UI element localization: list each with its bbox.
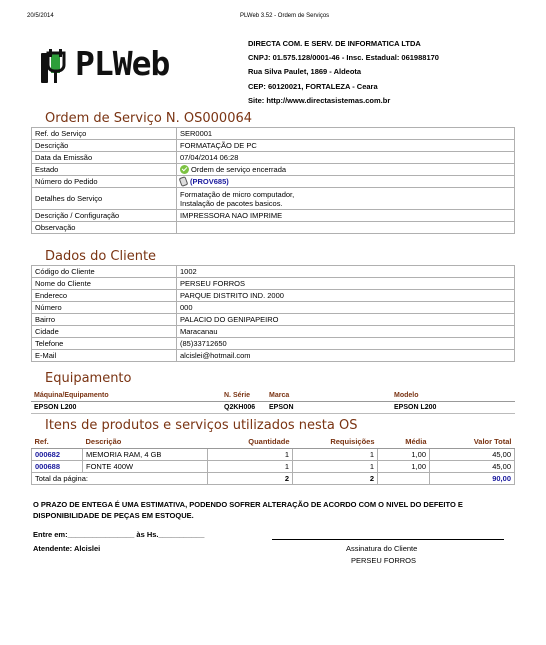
row-label: Ref. do Serviço: [32, 128, 177, 140]
col-header: N. Série: [221, 390, 266, 401]
col-header: Marca: [266, 390, 391, 401]
total-label: Total da página:: [32, 472, 208, 484]
row-value: SER0001: [177, 128, 515, 140]
cell: EPSON L200: [391, 401, 515, 413]
table-row: [32, 140, 515, 152]
table-row: [32, 278, 515, 290]
client-table: [31, 265, 515, 362]
cell: 1,00: [378, 448, 430, 460]
table-row: [32, 152, 515, 164]
total-req: 2: [293, 472, 378, 484]
table-row: [32, 338, 515, 350]
col-header: Requisições: [293, 436, 378, 448]
row-value: [177, 222, 515, 234]
item-ref-link[interactable]: 000688: [32, 460, 83, 472]
company-logo: [38, 45, 203, 87]
entry-date-line: Entre em:________________ às Hs.___________: [33, 530, 205, 539]
table-header-row: [31, 390, 515, 401]
row-value: 000: [177, 302, 515, 314]
row-value: Maracanau: [177, 326, 515, 338]
total-row: [32, 472, 515, 484]
row-label: Telefone: [32, 338, 177, 350]
cell: Q2KH006: [221, 401, 266, 413]
col-header: Média: [378, 436, 430, 448]
cell: 1: [293, 460, 378, 472]
logo-wordmark: PLWeb: [75, 44, 170, 83]
row-label: Nome do Cliente: [32, 278, 177, 290]
items-title: Itens de produtos e serviços utilizados nesta OS: [45, 418, 358, 433]
cell: 45,00: [430, 448, 515, 460]
cell: EPSON: [266, 401, 391, 413]
company-name: DIRECTA COM. E SERV. DE INFORMATICA LTDA: [248, 39, 421, 48]
cell: 1: [208, 460, 293, 472]
row-value: PERSEU FORROS: [177, 278, 515, 290]
row-label: Detalhes do Serviço: [32, 188, 177, 210]
row-label: Descrição / Configuração: [32, 210, 177, 222]
col-header: Descrição: [83, 436, 208, 448]
col-header: Modelo: [391, 390, 515, 401]
table-row: [32, 176, 515, 188]
tag-icon: [179, 176, 189, 187]
table-row: [32, 314, 515, 326]
cell: 45,00: [430, 460, 515, 472]
row-label: E-Mail: [32, 350, 177, 362]
cell: [378, 472, 430, 484]
table-row: [32, 302, 515, 314]
table-row: [32, 448, 515, 460]
row-value: [177, 176, 515, 188]
row-value: [177, 188, 515, 210]
signature-caption: Assinatura do Cliente: [346, 544, 418, 553]
order-table: [31, 127, 515, 234]
row-value: PARQUE DISTRITO IND. 2000: [177, 290, 515, 302]
table-row: [32, 460, 515, 472]
table-header-row: [32, 436, 515, 448]
row-label: Endereco: [32, 290, 177, 302]
col-header: Quantidade: [208, 436, 293, 448]
row-label: Estado: [32, 164, 177, 176]
row-value: [177, 164, 515, 176]
row-value: 1002: [177, 266, 515, 278]
row-value: IMPRESSORA NAO IMPRIME: [177, 210, 515, 222]
cell: EPSON L200: [31, 401, 221, 413]
print-date: 20/5/2014: [27, 13, 54, 19]
print-title: PLWeb 3.52 - Ordem de Serviços: [240, 13, 330, 19]
table-row: [32, 188, 515, 210]
equipment-title: Equipamento: [45, 371, 132, 386]
row-label: Número do Pedido: [32, 176, 177, 188]
order-number-link[interactable]: (PROV685): [190, 177, 229, 186]
total-value: 90,00: [430, 472, 515, 484]
col-header: Ref.: [32, 436, 83, 448]
table-row: [32, 290, 515, 302]
row-label: Código do Cliente: [32, 266, 177, 278]
cell: 1,00: [378, 460, 430, 472]
detail-line-2: Instalação de pacotes basicos.: [180, 198, 283, 208]
client-title: Dados do Cliente: [45, 249, 157, 264]
table-row: [32, 222, 515, 234]
company-site: Site: http://www.directasistemas.com.br: [248, 95, 391, 105]
cell: FONTE 400W: [83, 460, 208, 472]
cell: 1: [293, 448, 378, 460]
table-row: [32, 266, 515, 278]
print-header: [0, 11, 546, 23]
plug-icon: [38, 47, 72, 85]
row-label: Data da Emissão: [32, 152, 177, 164]
company-cep: CEP: 60120021, FORTALEZA - Ceara: [248, 81, 378, 91]
signature-line: [272, 539, 504, 540]
status-text: Ordem de serviço encerrada: [191, 165, 287, 174]
table-row: [31, 401, 515, 413]
item-ref-link[interactable]: 000682: [32, 448, 83, 460]
row-label: Bairro: [32, 314, 177, 326]
signature-name: PERSEU FORROS: [351, 556, 417, 565]
table-row: [32, 164, 515, 176]
row-label: Número: [32, 302, 177, 314]
delivery-notice: O PRAZO DE ENTEGA É UMA ESTIMATIVA, PODENDO SOFRER ALTERAÇÃO DE ACORDO COM O NIVEL DO DEFEITO E DISPONIBILIDADE DE PEÇAS EM ESTOQUE.: [33, 500, 463, 520]
table-row: [32, 128, 515, 140]
row-value: alcislei@hotmail.com: [177, 350, 515, 362]
row-value: (85)33712650: [177, 338, 515, 350]
check-circle-icon: [180, 165, 189, 174]
items-table: [31, 436, 515, 485]
col-header: Máquina/Equipamento: [31, 390, 221, 401]
attendant: Atendente: Alcislei: [33, 544, 101, 553]
col-header: Valor Total: [430, 436, 515, 448]
row-label: Cidade: [32, 326, 177, 338]
table-row: [32, 326, 515, 338]
company-cnpj: CNPJ: 01.575.128/0001-46 - Insc. Estadual: 061988170: [248, 53, 439, 63]
row-value: PALACIO DO GENIPAPEIRO: [177, 314, 515, 326]
detail-line-1: Formatação de micro computador,: [180, 189, 295, 199]
row-label: Descrição: [32, 140, 177, 152]
cell: MEMORIA RAM, 4 GB: [83, 448, 208, 460]
company-address: Rua Silva Paulet, 1869 - Aldeota: [248, 67, 362, 77]
order-title: Ordem de Serviço N. OS000064: [45, 111, 253, 126]
row-value: 07/04/2014 06:28: [177, 152, 515, 164]
row-value: FORMATAÇÃO DE PC: [177, 140, 515, 152]
table-row: [32, 210, 515, 222]
cell: 1: [208, 448, 293, 460]
company-info: [248, 37, 439, 108]
equipment-table: [31, 390, 515, 414]
table-row: [32, 350, 515, 362]
row-label: Observação: [32, 222, 177, 234]
total-qty: 2: [208, 472, 293, 484]
